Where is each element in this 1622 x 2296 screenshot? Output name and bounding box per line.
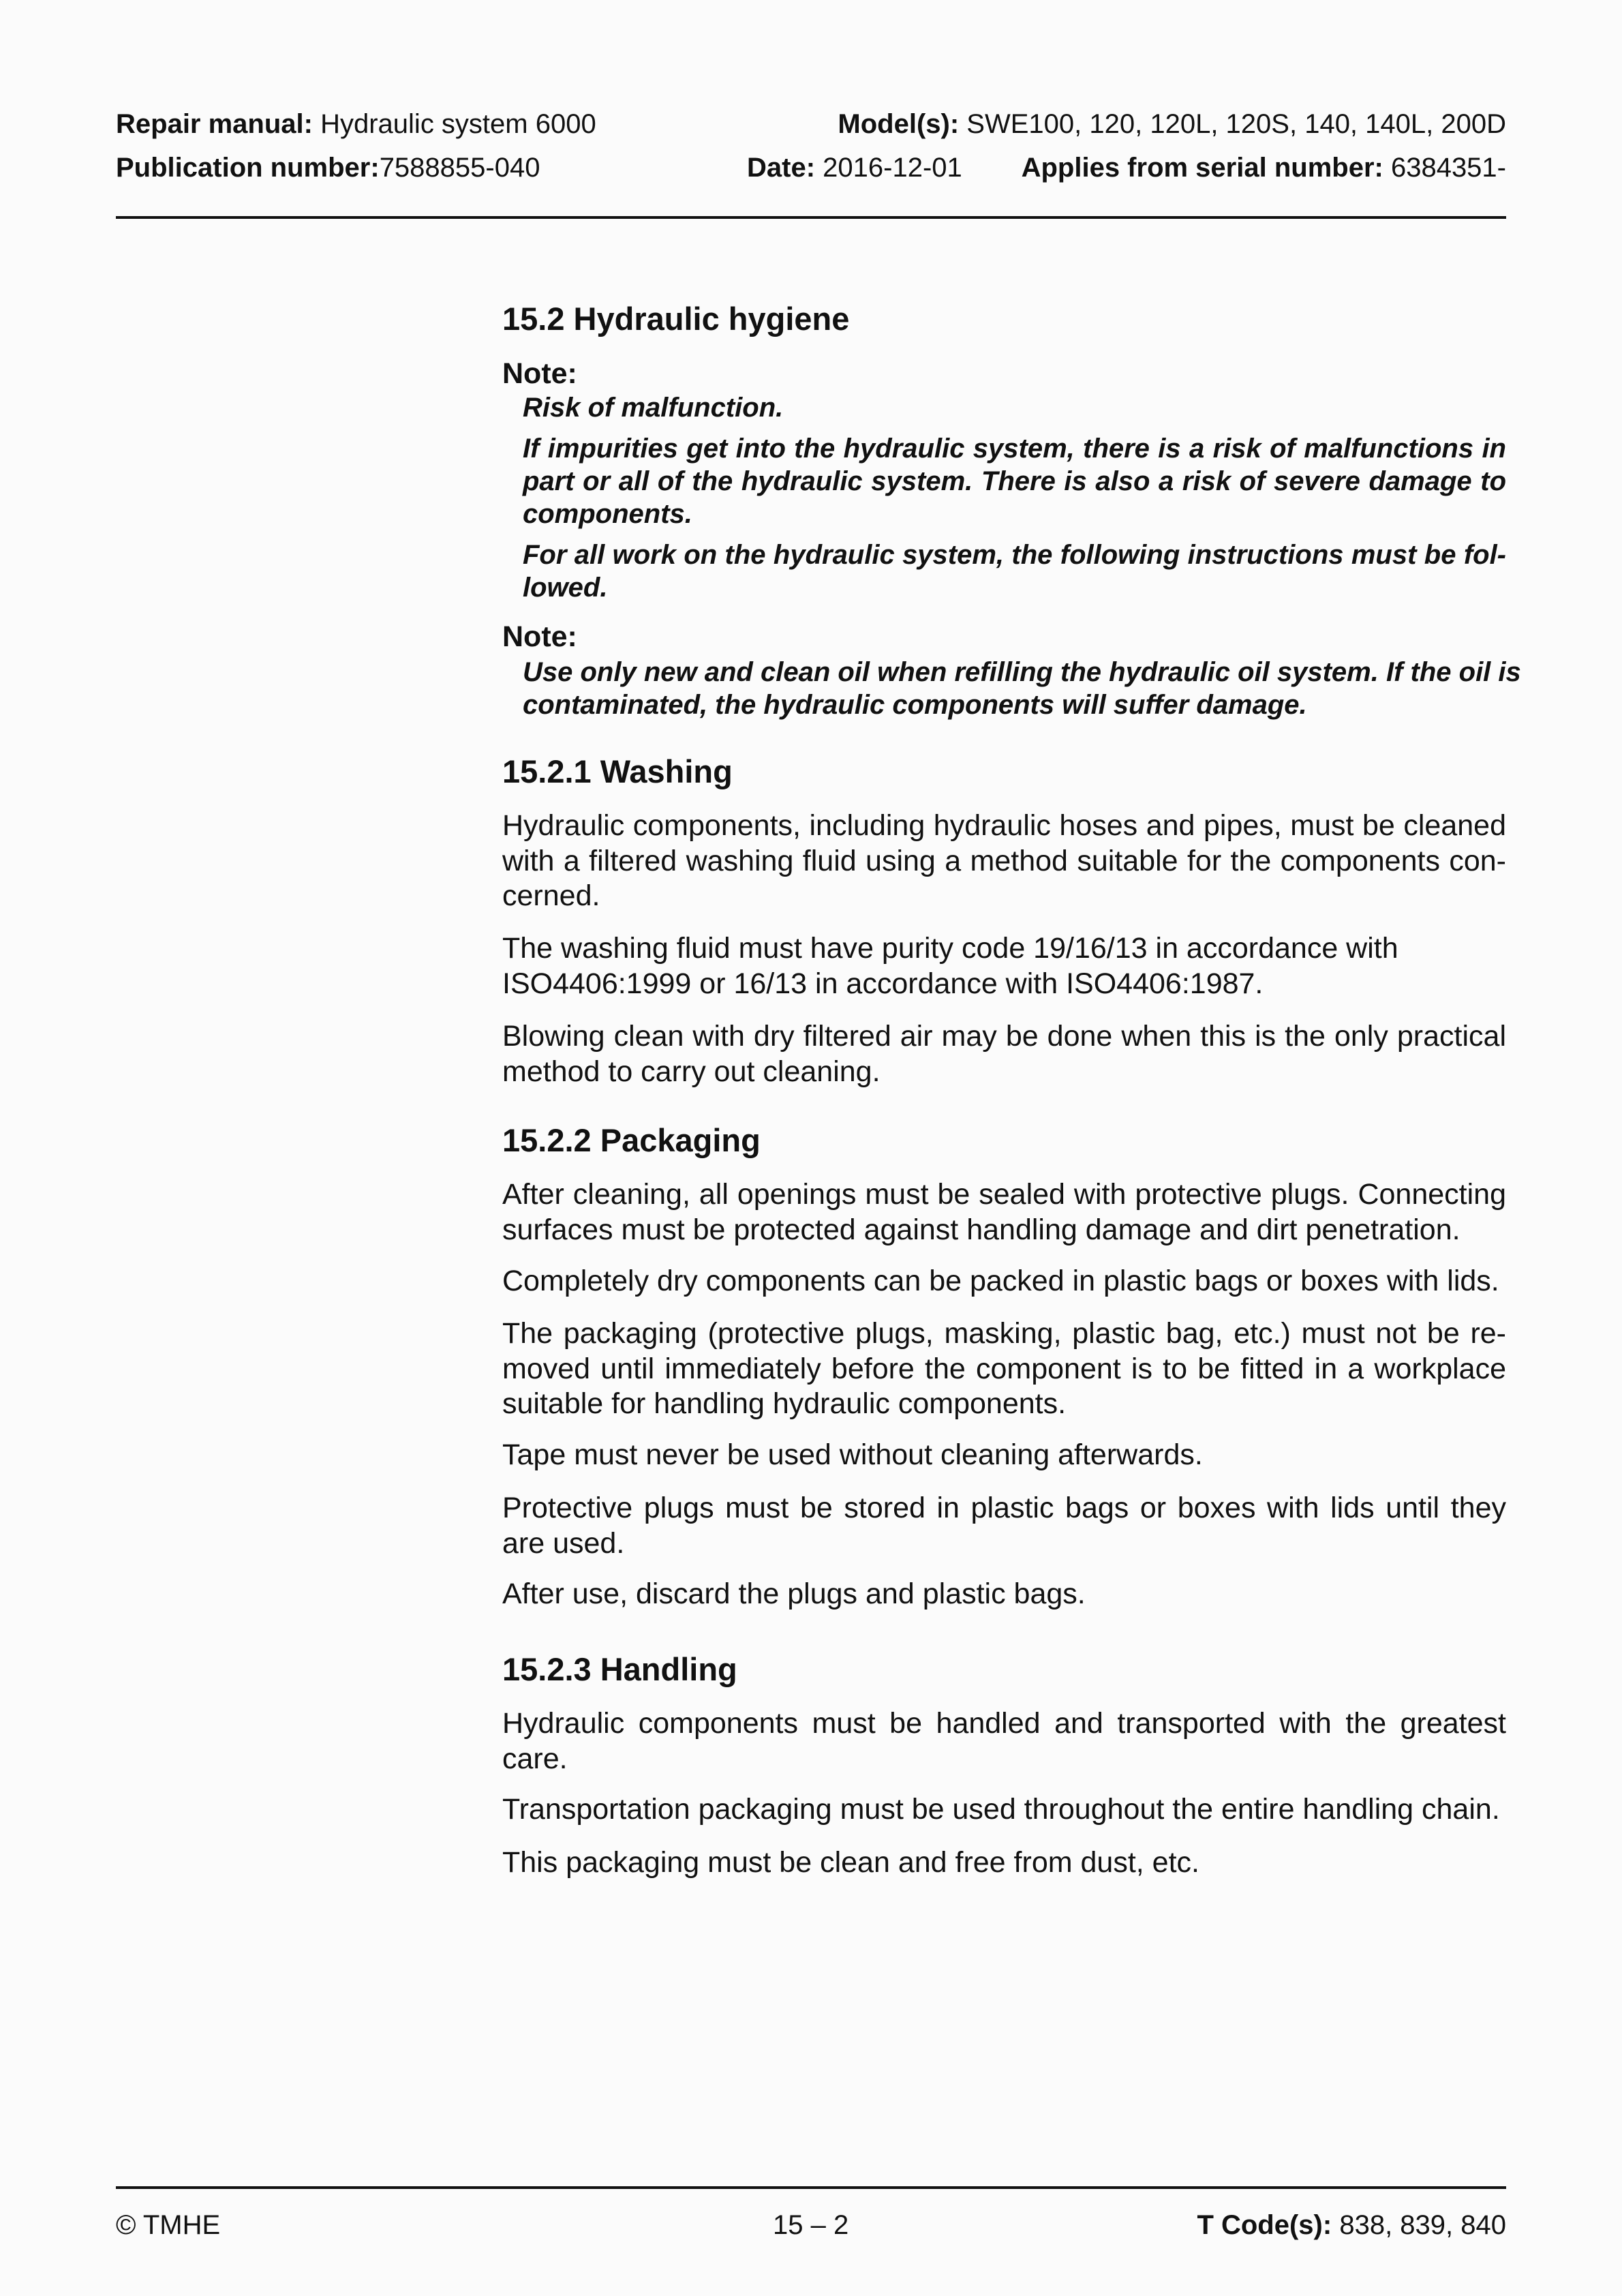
- note-label: Note:: [502, 620, 577, 653]
- models-value: SWE100, 120, 120L, 120S, 140, 140L, 200D: [966, 109, 1506, 139]
- date-value: 2016-12-01: [823, 153, 962, 183]
- text-line: method to carry out cleaning.: [502, 1055, 881, 1088]
- text-line: moved until immediately before the component is to be fitted in a workplace: [502, 1352, 1506, 1385]
- text-line: suitable for handling hydraulic components.: [502, 1387, 1067, 1420]
- serial-label: Applies from serial number:: [1021, 153, 1383, 183]
- serial-field: [1022, 151, 1506, 184]
- copyright: © TMHE: [116, 2210, 221, 2240]
- repair-manual-label: Repair manual:: [116, 109, 313, 139]
- paragraph: [502, 931, 1506, 1001]
- text-line: are used.: [502, 1526, 625, 1560]
- subsection-title-packaging: 15.2.2 Packaging: [502, 1122, 761, 1158]
- page-number: 15 – 2: [773, 2210, 849, 2240]
- models-field: [838, 108, 1506, 140]
- tcodes-value: 838, 839, 840: [1339, 2210, 1506, 2240]
- paragraph: [502, 1177, 1506, 1248]
- text-line: Hydraulic components, including hydraulic hoses and pipes, must be cleaned: [502, 809, 1506, 842]
- paragraph: [502, 1264, 1506, 1299]
- paragraph: [502, 809, 1506, 914]
- text-line: Tape must never be used without cleaning afterwards.: [502, 1438, 1203, 1471]
- text-line: The packaging (protective plugs, masking, plastic bag, etc.) must not be re-: [502, 1317, 1506, 1350]
- text-line: Completely dry components can be packed in plastic bags or boxes with lids.: [502, 1265, 1499, 1297]
- text-line: After cleaning, all openings must be sealed with protective plugs. Connecting: [502, 1178, 1506, 1211]
- repair-manual-value: Hydraulic system 6000: [320, 109, 596, 139]
- section-title: 15.2 Hydraulic hygiene: [502, 301, 850, 337]
- note-paragraph: [523, 432, 1506, 530]
- header-divider: [116, 216, 1506, 219]
- paragraph: [502, 1316, 1506, 1422]
- repair-manual-field: [116, 108, 596, 140]
- date-field: [747, 151, 962, 184]
- text-line: Use only new and clean oil when refilling the hydraulic oil system. If the oil is: [523, 657, 1521, 687]
- text-line: care.: [502, 1742, 568, 1775]
- text-line: components.: [523, 499, 692, 529]
- subsection-title-washing: 15.2.1 Washing: [502, 753, 733, 789]
- tcodes-label: T Code(s):: [1197, 2210, 1332, 2240]
- paragraph: [502, 1019, 1506, 1089]
- date-label: Date:: [747, 153, 816, 183]
- publication-value: 7588855-040: [379, 153, 540, 183]
- text-line: with a filtered washing fluid using a method suitable for the components con-: [502, 844, 1506, 877]
- paragraph: [502, 1577, 1506, 1612]
- paragraph: [502, 1706, 1506, 1777]
- paragraph: [502, 1438, 1506, 1473]
- note-paragraph: [523, 391, 1506, 424]
- note-label: Note:: [502, 357, 577, 390]
- text-line: Blowing clean with dry filtered air may be done when this is the only practical: [502, 1020, 1506, 1053]
- publication-field: [116, 151, 540, 184]
- publication-label: Publication number:: [116, 153, 380, 183]
- tcodes-field: [1197, 2209, 1506, 2241]
- text-line: Hydraulic components must be handled and transported with the greatest: [502, 1707, 1506, 1740]
- subsection-title-handling: 15.2.3 Handling: [502, 1651, 737, 1687]
- text-line: Risk of malfunction.: [523, 393, 784, 423]
- text-line: The washing fluid must have purity code 19/16/13 in accordance with: [502, 932, 1398, 965]
- note-paragraph: [523, 539, 1506, 604]
- text-line: lowed.: [523, 573, 608, 603]
- text-line: cerned.: [502, 879, 600, 912]
- text-line: This packaging must be clean and free from dust, etc.: [502, 1846, 1199, 1879]
- footer-divider: [116, 2186, 1506, 2189]
- text-line: surfaces must be protected against handling damage and dirt penetration.: [502, 1213, 1460, 1246]
- text-line: ISO4406:1999 or 16/13 in accordance with ISO4406:1987.: [502, 967, 1264, 1000]
- models-label: Model(s):: [838, 109, 960, 139]
- serial-value: 6384351-: [1390, 153, 1506, 183]
- text-line: contaminated, the hydraulic components will suffer damage.: [523, 690, 1307, 720]
- paragraph: [502, 1845, 1506, 1881]
- text-line: Protective plugs must be stored in plastic bags or boxes with lids until they: [502, 1492, 1506, 1524]
- paragraph: [502, 1792, 1506, 1828]
- text-line: Transportation packaging must be used throughout the entire handling chain.: [502, 1793, 1500, 1826]
- note-paragraph: [523, 656, 1521, 721]
- text-line: If impurities get into the hydraulic system, there is a risk of malfunctions in: [523, 434, 1506, 464]
- text-line: After use, discard the plugs and plastic bags.: [502, 1577, 1086, 1610]
- paragraph: [502, 1491, 1506, 1561]
- text-line: For all work on the hydraulic system, the following instructions must be fol-: [523, 540, 1506, 570]
- text-line: part or all of the hydraulic system. There is also a risk of severe damage to: [523, 466, 1506, 496]
